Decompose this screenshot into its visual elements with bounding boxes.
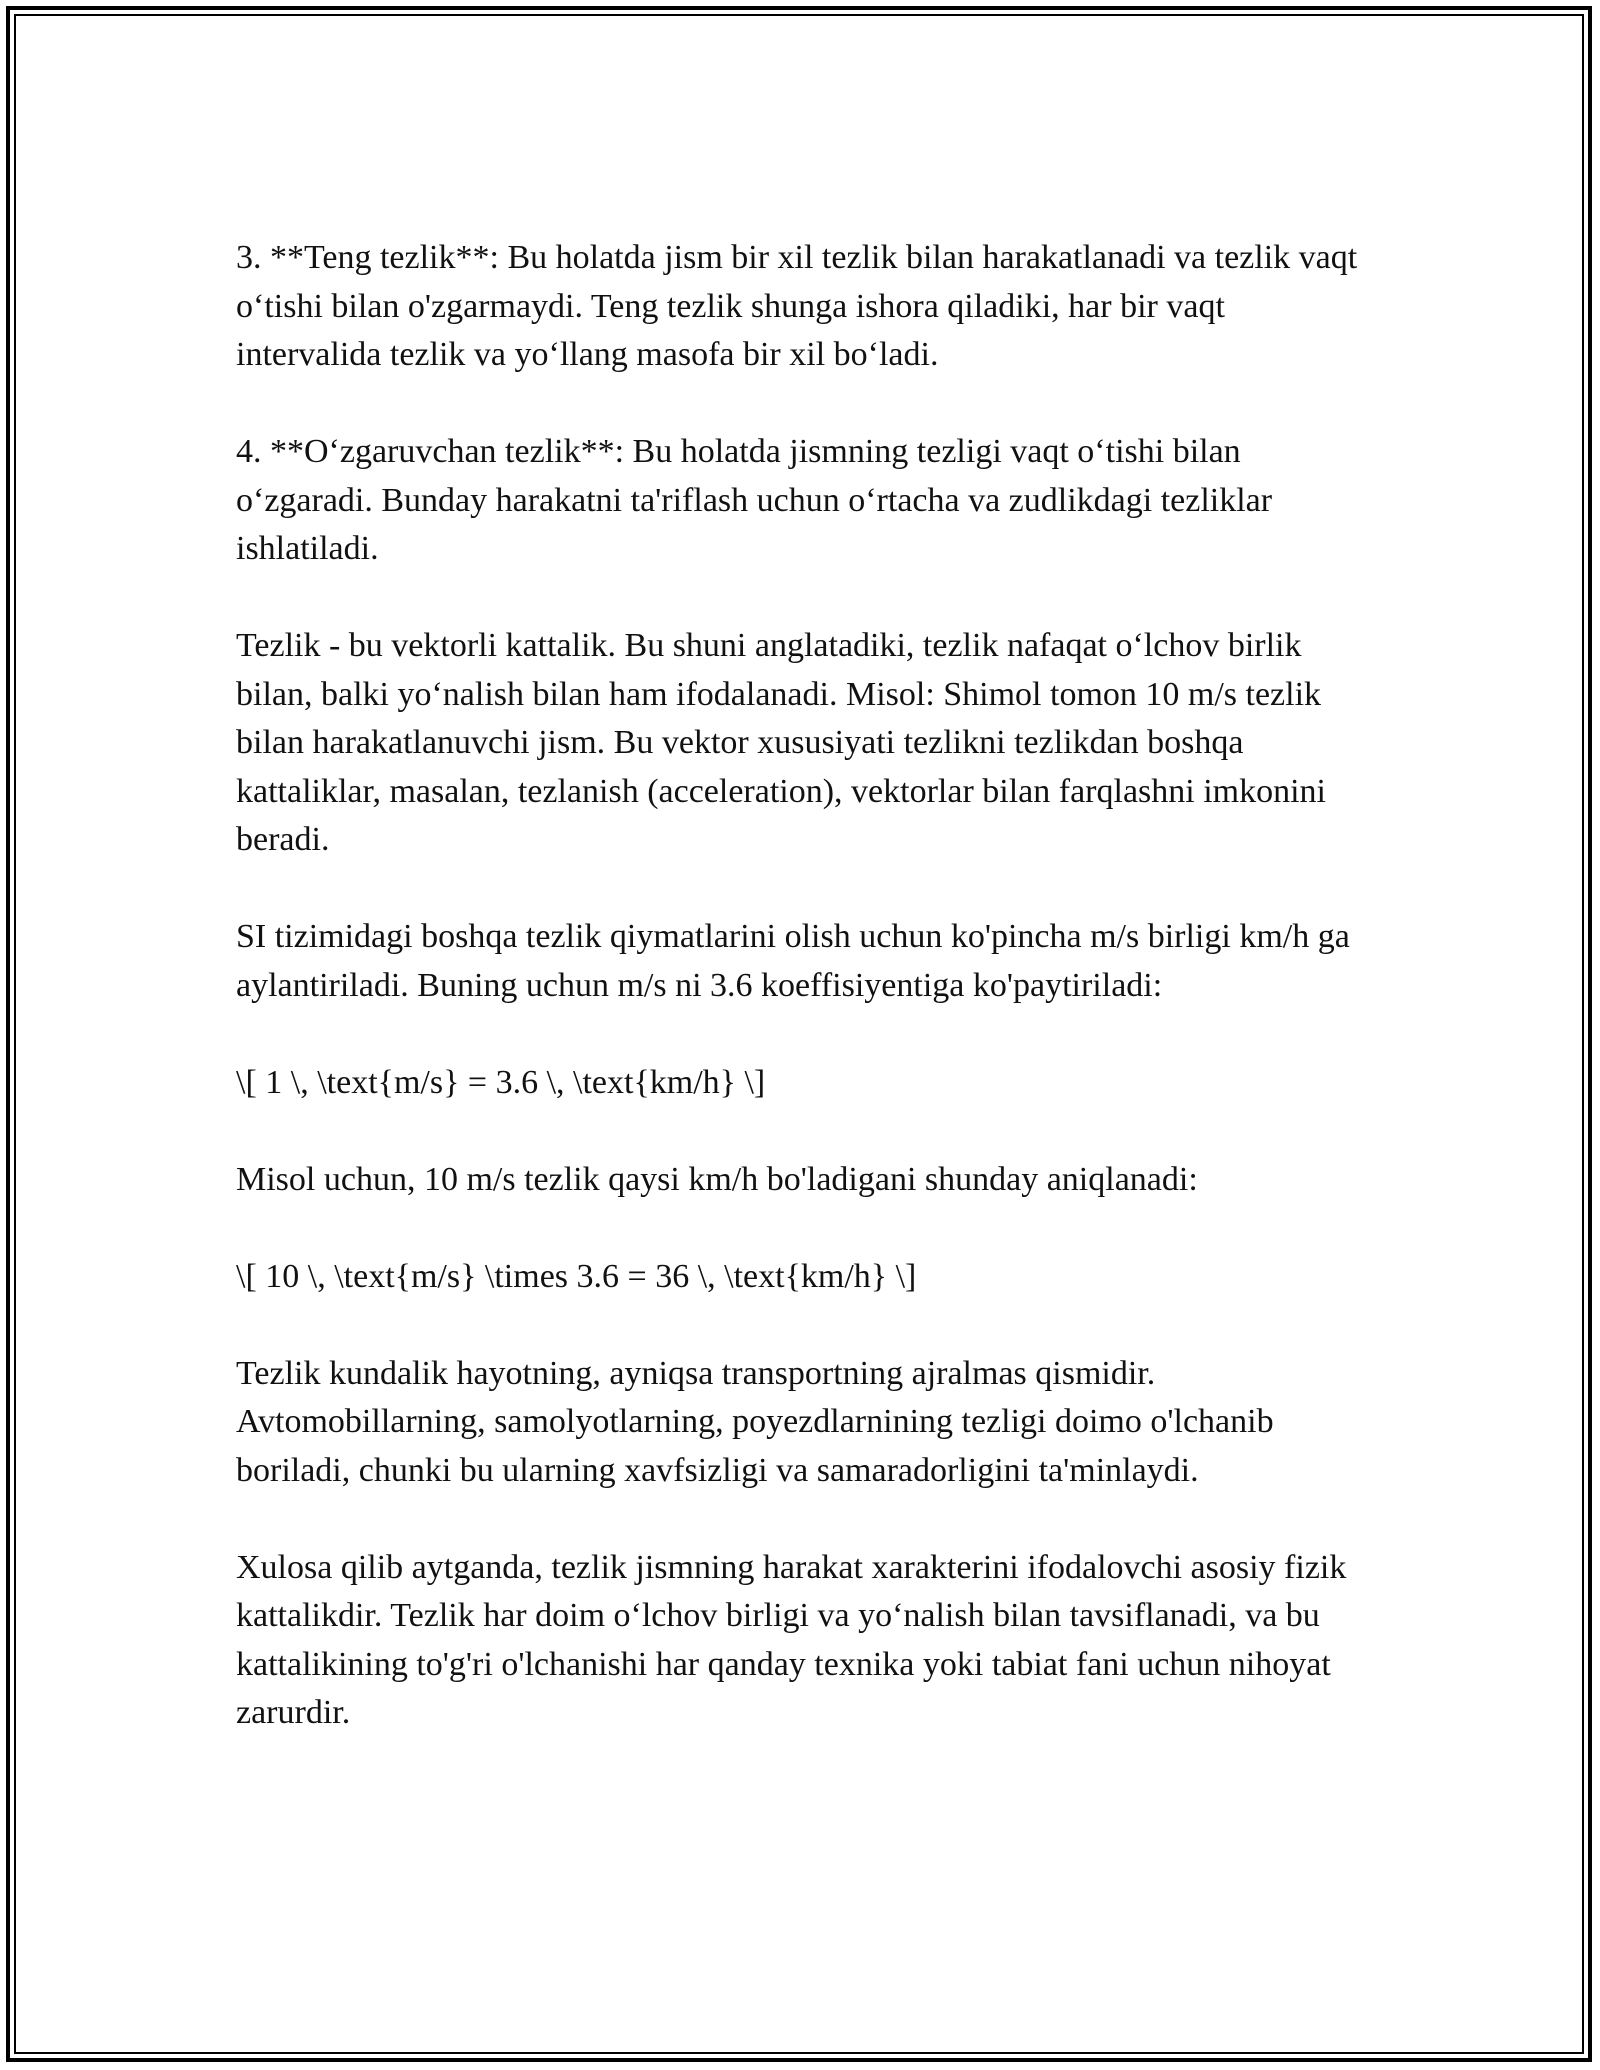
formula-conversion-factor: \[ 1 \, \text{m/s} = 3.6 \, \text{km/h} \] (236, 1063, 766, 1101)
paragraph-conclusion: Xulosa qilib aytganda, tezlik jismning harakat xarakterini ifodalovchi asosiy fizik kattalikdir. Tezlik har doim o‘lchov birligi va yo‘nalish bilan tavsiflanadi, va bu kattalikining to'g'ri o'lchanishi har qanday texnika yoki tabiat fani uchun nihoyat zarurdir. (236, 1548, 1347, 1731)
paragraph-vector-quantity: Tezlik - bu vektorli kattalik. Bu shuni anglatadiki, tezlik nafaqat o‘lchov birlik bilan, balki yo‘nalish bilan ham ifodalanadi. Misol: Shimol tomon 10 m/s tezlik bilan harakatlanuvchi jism. Bu vektor xususiyati tezlikni tezlikdan boshqa kattaliklar, masalan, tezlanish (acceleration), vektorlar bilan farqlashni imkonini beradi. (236, 627, 1326, 858)
paragraph-everyday-life: Tezlik kundalik hayotning, ayniqsa transportning ajralmas qismidir. Avtomobillarning, samolyotlarning, poyezdlarnining tezligi doimo o'lchanib boriladi, chunki bu ularning xavfsizligi va samaradorligini ta'minlaydi. (236, 1354, 1274, 1489)
formula-example: \[ 10 \, \text{m/s} \times 3.6 = 36 \, \text{km/h} \] (236, 1257, 917, 1295)
document-body (236, 234, 1366, 1786)
paragraph-uniform-velocity: 3. **Teng tezlik**: Bu holatda jism bir xil tezlik bilan harakatlanadi va tezlik vaqt o‘tishi bilan o'zgarmaydi. Teng tezlik shunga ishora qiladiki, har bir vaqt intervalida tezlik va yo‘llang masofa bir xil bo‘ladi. (236, 239, 1358, 373)
paragraph-variable-velocity: 4. **O‘zgaruvchan tezlik**: Bu holatda jismning tezligi vaqt o‘tishi bilan o‘zgaradi. Bunday harakatni ta'riflash uchun o‘rtacha va zudlikdagi tezliklar ishlatiladi. (236, 433, 1273, 567)
paragraph-example-intro: Misol uchun, 10 m/s tezlik qaysi km/h bo'ladigani shunday aniqlanadi: (236, 1160, 1198, 1198)
paragraph-unit-conversion: SI tizimidagi boshqa tezlik qiymatlarini olish uchun ko'pincha m/s birligi km/h ga aylantiriladi. Buning uchun m/s ni 3.6 koeffisiyentiga ko'paytiriladi: (236, 918, 1350, 1004)
